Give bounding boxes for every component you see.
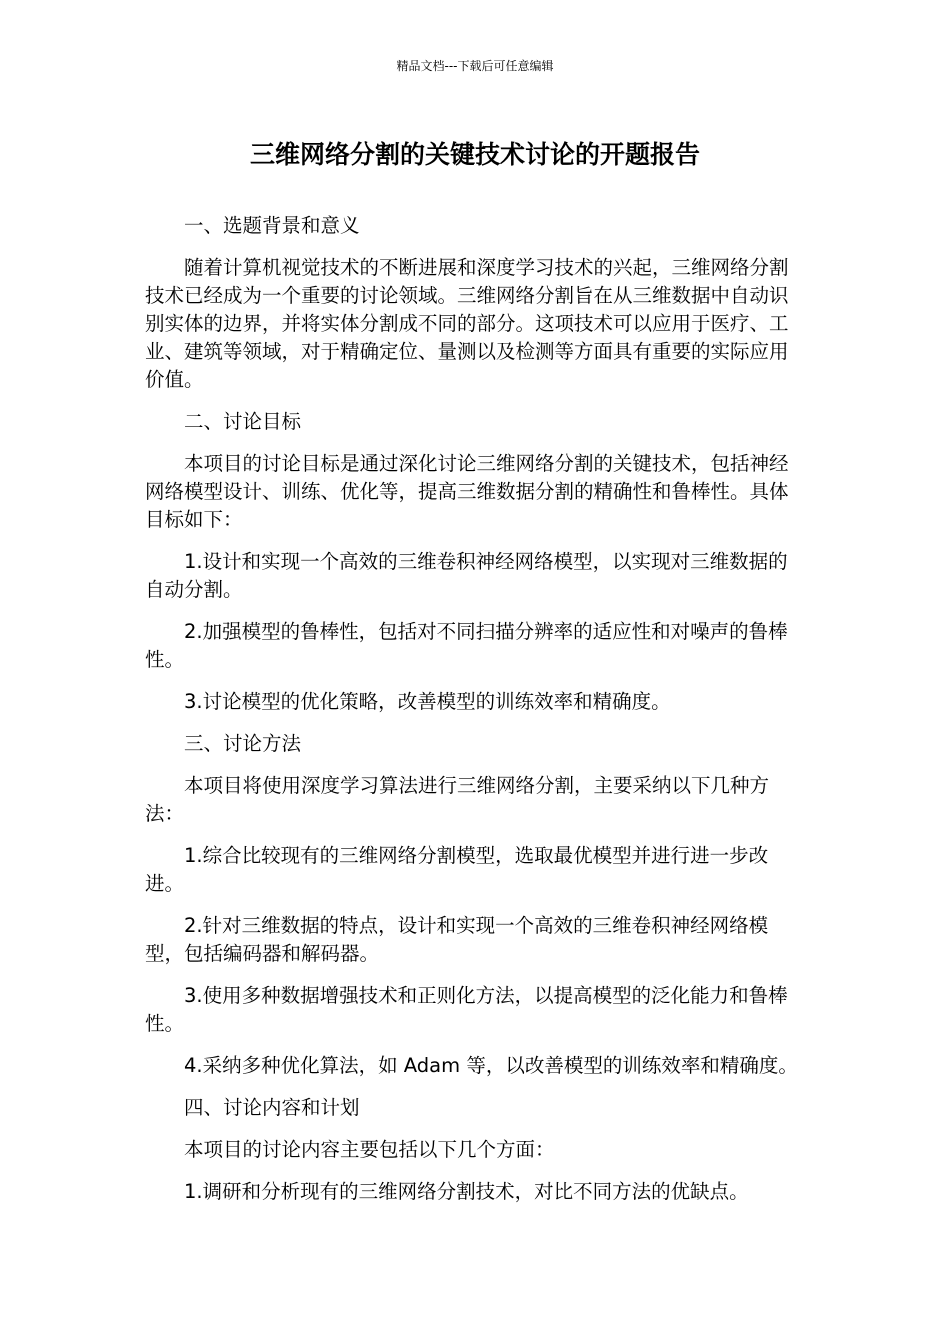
section-heading: 三、讨论方法 — [184, 732, 302, 755]
section-heading: 二、讨论目标 — [184, 410, 302, 433]
list-item: 1.综合比较现有的三维网络分割模型，选取最优模型并进行进一步改进。 — [145, 844, 769, 895]
document-title: 三维网络分割的关键技术讨论的开题报告 — [249, 140, 700, 169]
paragraph: 本项目将使用深度学习算法进行三维网络分割，主要采纳以下几种方法： — [145, 774, 770, 825]
list-item: 2.加强模型的鲁棒性，包括对不同扫描分辨率的适应性和对噪声的鲁棒性。 — [145, 620, 788, 671]
header-note: 精品文档---下载后可任意编辑 — [396, 59, 554, 73]
list-item: 2.针对三维数据的特点，设计和实现一个高效的三维卷积神经网络模型，包括编码器和解码器。 — [145, 914, 769, 965]
section-heading: 四、讨论内容和计划 — [184, 1096, 360, 1119]
section-heading: 一、选题背景和意义 — [184, 214, 360, 237]
document-body — [145, 212, 800, 1220]
list-item: 1.调研和分析现有的三维网络分割技术，对比不同方法的优缺点。 — [184, 1180, 749, 1203]
list-item: 3.使用多种数据增强技术和正则化方法，以提高模型的泛化能力和鲁棒性。 — [145, 984, 788, 1035]
list-item: 1.设计和实现一个高效的三维卷积神经网络模型，以实现对三维数据的自动分割。 — [145, 550, 788, 601]
paragraph: 随着计算机视觉技术的不断进展和深度学习技术的兴起，三维网络分割技术已经成为一个重要的讨论领域。三维网络分割旨在从三维数据中自动识别实体的边界，并将实体分割成不同的部分。这项技术可以应用于医疗、工业、建筑等领域，对于精确定位、量测以及检测等方面具有重要的实际应用价值。 — [145, 256, 789, 391]
list-item: 4.采纳多种优化算法，如 Adam 等，以改善模型的训练效率和精确度。 — [184, 1054, 798, 1077]
paragraph: 本项目的讨论目标是通过深化讨论三维网络分割的关键技术，包括神经网络模型设计、训练、优化等，提高三维数据分割的精确性和鲁棒性。具体目标如下： — [145, 452, 789, 531]
list-item: 3.讨论模型的优化策略，改善模型的训练效率和精确度。 — [184, 690, 671, 713]
paragraph: 本项目的讨论内容主要包括以下几个方面： — [184, 1138, 555, 1161]
